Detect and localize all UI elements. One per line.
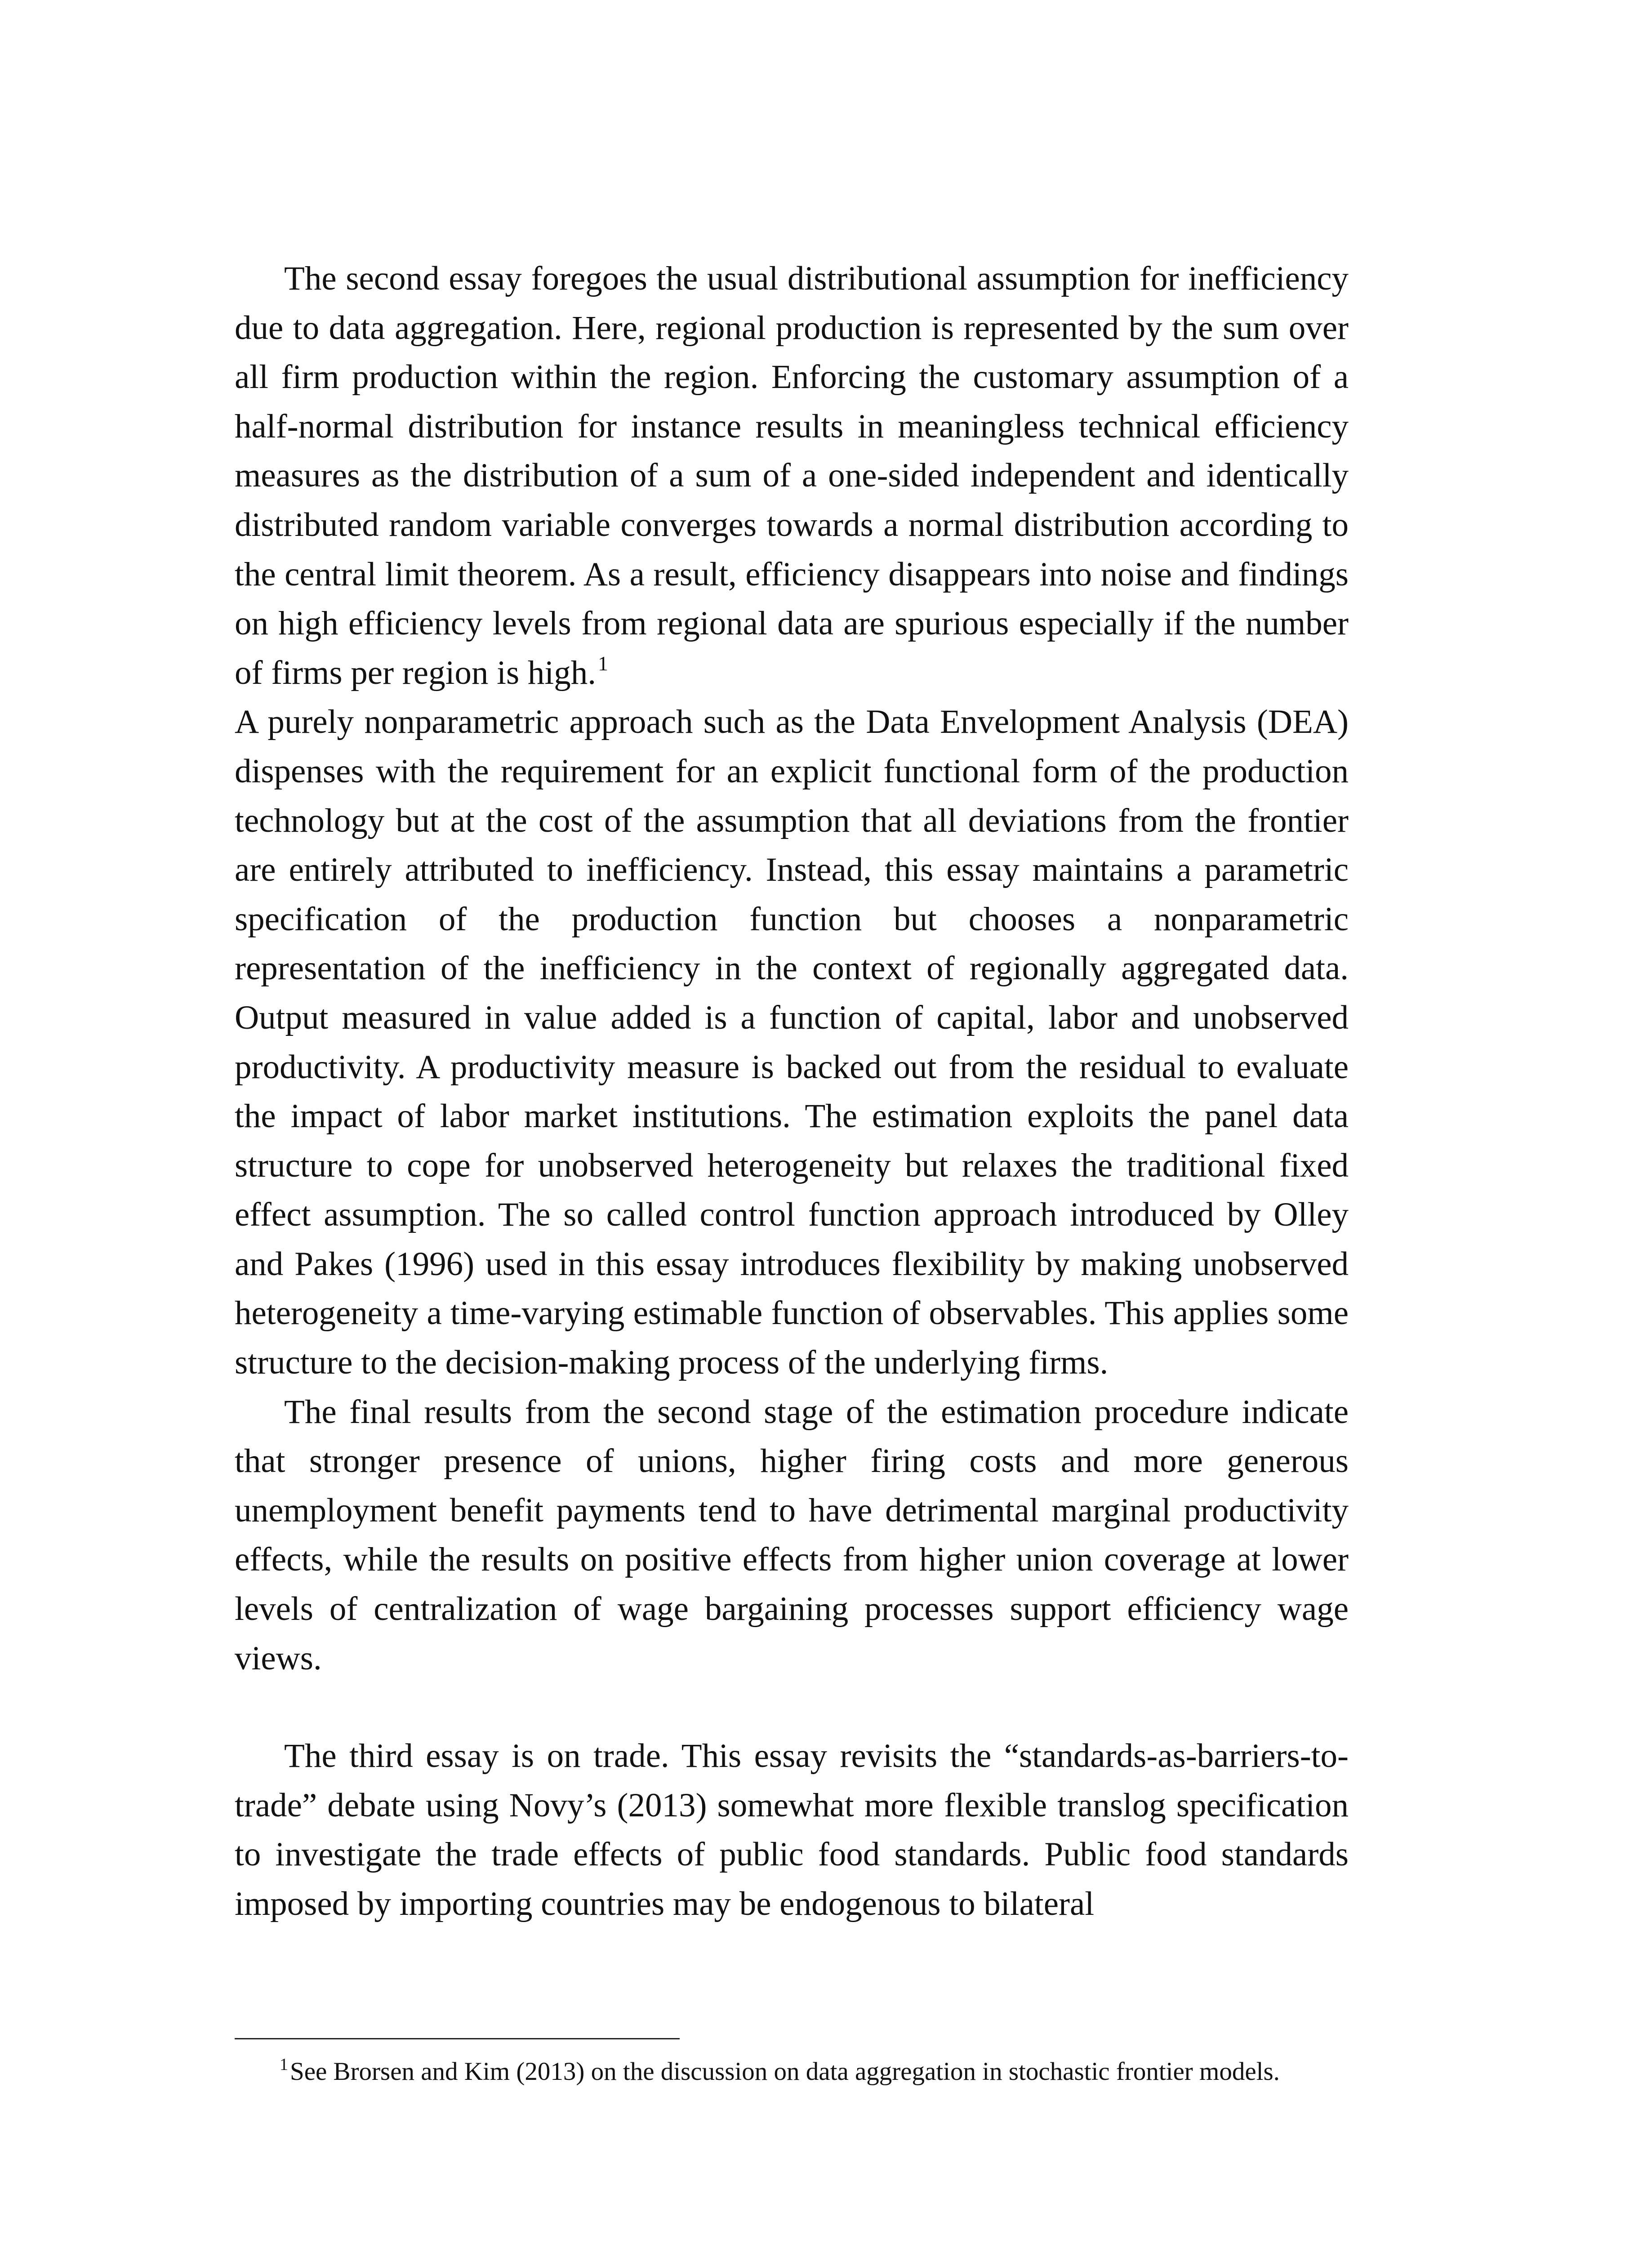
paragraph-essay2-methods: [235, 254, 1349, 1387]
paragraph-essay3-intro: The third essay is on trade. This essay revisits the “standards-as-barriers-to-trade” debate using Novy’s (2013) somewhat more flexible translog specification to investigate the trade effects of public food standards. Public food standards imposed by importing countries may be endogenous to bilateral: [235, 1737, 1349, 1922]
paragraph-essay2-results: The final results from the second stage of the estimation procedure indicate that stronger presence of unions, higher firing costs and more generous unemployment benefit payments tend to have detrimental marginal productivity effects, while the results on positive effects from higher union coverage at lower levels of centralization of wage bargaining processes support efficiency wage views.: [235, 1393, 1349, 1677]
footnote-text: See Brorsen and Kim (2013) on the discussion on data aggregation in stochastic frontier models.: [290, 2057, 1280, 2086]
paragraph-text: The second essay foregoes the usual distributional assumption for inefficiency due to data aggregation. Here, regional production is represented by the sum over all firm production within the region. Enforcing the customary assumption of a half-normal distribution for instance results in meaningless technical efficiency measures as the distribution of a sum of a one-sided independent and identically distributed random variable converges towards a normal distribution according to the central limit theorem. As a result, efficiency disappears into noise and findings on high efficiency levels from regional data are spurious especially if the number of firms per region is high.: [235, 260, 1349, 691]
paragraph-continuation: A purely nonparametric approach such as the Data Envelopment Analysis (DEA) dispenses with the requirement for an explicit functional form of the production technology but at the cost of the assumption that all deviations from the frontier are entirely attributed to inefficiency. Instead, this essay maintains a parametric specification of the production function but chooses a nonparametric representation of the inefficiency in the context of regionally aggregated data. Output measured in value added is a function of capital, labor and unobserved productivity. A productivity measure is backed out from the residual to evaluate the impact of labor market institutions. The estimation exploits the panel data structure to cope for unobserved heterogeneity but relaxes the traditional fixed effect assumption. The so called control function approach introduced by Olley and Pakes (1996) used in this essay introduces flexibility by making unobserved heterogeneity a time-varying estimable function of observables. This applies some structure to the decision-making process of the underlying firms.: [235, 703, 1349, 1382]
footnote-marker: 1: [280, 2055, 288, 2074]
body-text: [235, 254, 1349, 1929]
paragraph-gap: [235, 1683, 1349, 1731]
footnote-reference[interactable]: 1: [598, 651, 609, 675]
footnote-divider: [235, 2038, 680, 2039]
footnote: [235, 2054, 1349, 2090]
